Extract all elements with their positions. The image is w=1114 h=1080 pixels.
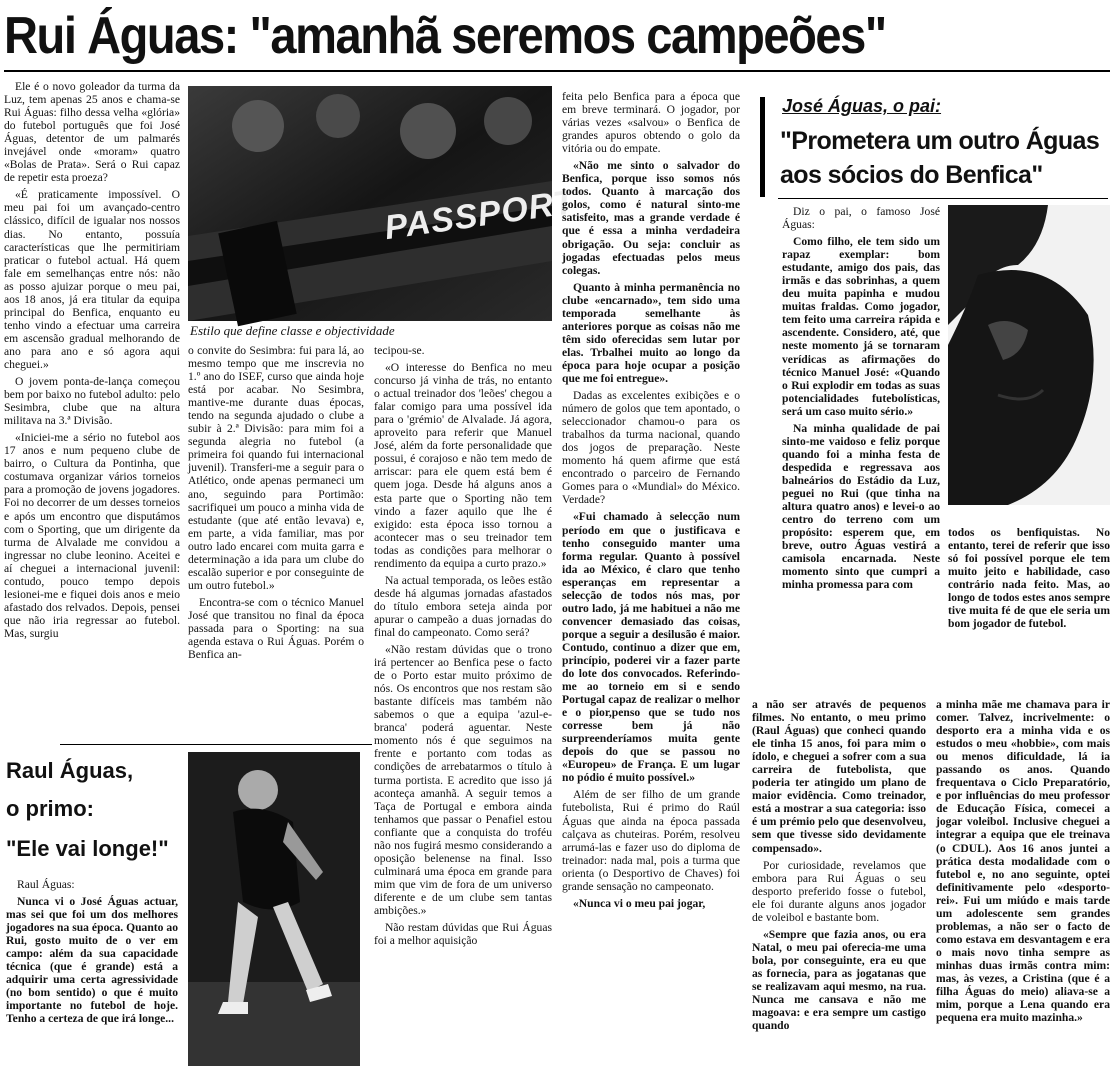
paragraph: O jovem ponta-de-lança começou bem por baixo no futebol adulto: pelo Sesimbra, clube que na altura militava na 3.ª Divisão. (4, 375, 180, 428)
sidebar-jose-text (782, 205, 940, 683)
sidebar-raul-title-3: "Ele vai longe!" (6, 836, 169, 861)
paragraph: tecipou-se. (374, 344, 425, 357)
paragraph: Na minha qualidade de pai sinto-me vaidoso e feliz porque quando foi a minha festa de despedida e regressava aos balneários do Estádio da Luz, peguei no Rui (que tinha na altura quatro anos) e levei-o ao centro do terreno com um propósito: esperem que, em breve, outro Águas vestirá a camisola encarnada. Neste momento sinto que cumpri a minha promessa para com (782, 421, 940, 592)
photo-passport (188, 86, 578, 321)
photo-passport-text: PASSPORT (382, 182, 578, 248)
paragraph: a minha mãe me chamava para ir comer. Talvez, incrivelmente: o desporto era a minha vida e os estudos o meu «hobbie», com mais ou menos dificuldade, lá ia passando os anos. Quando frequentava o Ciclo Preparatório, e por influências do meu professor de Educação Física, comecei a jogar voleibol. Inclusive cheguei a integrar a equipa que ele treinava (o CDUL). Aos 16 anos juntei a prática desta modalidade com o futebol e, no ano seguinte, optei definitivamente pelo «desporto-rei». Fui um miúdo e mais tarde um adolescente sem grandes problemas, a não ser o facto de como estava em desvantagem e era o mais novo tinha sempre as minhas duas irmãs contra mim: mas, às vezes, a Cristina (que é a filha Águas do meio) aliava-se a mim, porque a Lena quando era pequena era muito mazinha.» (936, 698, 1110, 1025)
paragraph: «É praticamente impossível. O meu pai foi um avançado-centro clássico, difícil de igualar nos nossos dias. No entanto, possuía características que lhe permitiriam praticar o futebol actual. Há quem fale em semelhanças entre nós: não as posso ajuizar porque o meu pai, aos 18 anos, já era titular da equipa principal do Benfica, enquanto eu tenho vindo a efectuar uma carreira em ascensão gradual melhorando de ano para ano e só agora aqui cheguei.» (4, 188, 180, 371)
article-column-6 (936, 698, 1110, 1078)
article-column-4 (562, 90, 740, 1076)
paragraph: Nunca vi o José Águas actuar, mas sei que foi um dos melhores jogadores na sua época. Quanto ao Rui, gosto muito de o ver em campo: além da sua capacidade técnica (que é grande) está a adquirir uma certa agressividade (no bom sentido) o que é muito importante no futebol de hoje. Tenho a certeza de que irá longe... (6, 895, 178, 1026)
sidebar-left-bar (760, 97, 765, 197)
headline: Rui Águas: "amanhã seremos campeões" (4, 7, 886, 65)
sidebar-kicker: José Águas, o pai: (782, 96, 942, 116)
paragraph: «Iniciei-me a sério no futebol aos 17 anos e num pequeno clube de bairro, o Cultura da Pontinha, que costumava organizar vários torneios para a promoção de jovens jogadores. Foi no decorrer de um desses torneios e após um encontro que disputámos com o Sporting, que um dirigente da turma de Alvalade me convidou a ingressar no clube leonino. Aceitei e aí cheguei a internacional juvenil: contudo, pouco tempo depois lesionei-me e fiquei dois anos e meio afastado dos relvados. Depois, pensei que não iria regressar ao futebol. Mas, surgiu (4, 431, 180, 640)
article-column-3 (374, 344, 552, 1078)
paragraph: a não ser através de pequenos filmes. No entanto, o meu primo (Raul Águas) que conheci quando ele tinha 15 anos, foi para mim o ídolo, e cheguei a sofrer com a sua carreira de futebolista, que poderia ter atingido um plano de maior evidência. Como treinador, está a mostrar a sua categoria: isso é um prémio pelo que desenvolveu, sem que tivesse sido devidamente compensado». (752, 698, 926, 855)
photo-raul-aguas (188, 752, 360, 1066)
photo-caption: Estilo que define classe e objectividade (190, 323, 395, 338)
paragraph: Ele é o novo goleador da turma da Luz, tem apenas 25 anos e chama-se Rui Águas: filho dessa velha «glória» do futebol português que foi José Águas, detentor de um palmarés invejável onde «moram» quatro «Bolas de Prata». Será o Rui capaz de repetir esta proeza? (4, 80, 180, 185)
paragraph: o convite do Sesimbra: fui para lá, ao mesmo tempo que me inscrevia no 1.º ano do ISEF, curso que ainda hoje está por acabar. No Sesimbra, mantive-me durante duas épocas, tendo na segunda ajudado o clube a subir à 2.ª Divisão: para mim foi a segunda alegria no futebol (a primeira foi quando fui internacional juvenil). Transferi-me a seguir para o Atlético, onde apenas permaneci um ano, seguindo para Portimão: sacrifiquei um pouco a minha vida de estudante (que até então levava) e, em parte, a vida familiar, mas por outro lado encarei com muita garra e determinação a ida para um clube do escalão superior e por conseguinte de um outro futebol.» (188, 344, 364, 592)
sidebar-raul-rule (60, 744, 372, 745)
article-column-1 (4, 80, 180, 742)
paragraph: «Sempre que fazia anos, ou era Natal, o meu pai oferecia-me uma bola, por conseguinte, era eu que as fornecia, para as jogatanas que se realizavam aqui mesmo, na rua. Nunca me cansava e não me magoava: e era sempre um castigo quando (752, 927, 926, 1033)
sidebar-raul-text (6, 878, 178, 1078)
paragraph: Diz o pai, o famoso José Águas: (782, 205, 940, 232)
article-column-5 (752, 698, 926, 1078)
paragraph: todos os benfiquistas. No entanto, terei de referir que isso só foi possível porque ele tem muito jeito e habilidade, caso contrário nada feito. Mas, ao longo de todos estes anos sempre tive muita fé de que ele seria um bom jogador de futebol. (948, 526, 1110, 631)
sidebar-raul-title-2: o primo: (6, 796, 94, 821)
paragraph: «Nunca vi o meu pai jogar, (573, 896, 706, 910)
article-column-2 (188, 344, 364, 746)
paragraph: Não restam dúvidas que Rui Águas foi a melhor aquisição (374, 921, 552, 948)
sidebar-raul-title-1: Raul Águas, (6, 758, 134, 783)
sidebar-jose-continued (948, 526, 1110, 686)
paragraph: «Não restam dúvidas que o trono irá pertencer ao Benfica pese o facto de o Porto estar muito próximo de nós. Os encontros que nos restam são bastante difíceis mas também não sabemos o que a equipa 'azul-e-branca' poderá aguentar. Neste momento nós é que seguimos na frente e portanto com todas as condições de arrebatarmos o título à turma portista. E acredito que isso já aconteça amanhã. A seguir temos a Taça de Portugal e embora ainda tenhamos que passar o Penafiel estou confiante que a conquista do troféu não nos fugirá mesmo considerando a oposição belenense na final. Isso culminará uma época em grande para mim que vim de fora de um universo diferente e de um clube sem tantas ambições.» (374, 643, 552, 917)
paragraph: «Não me sinto o salvador do Benfica, porque isso somos nós todos. Quanto à marcação dos golos, como é natural sinto-me satisfeito, mas a grande verdade é que é essa a minha verdadeira obrigação. Ou seja: concluir as jogadas efectuadas pelos meus colegas. (562, 159, 740, 277)
paragraph: Por curiosidade, revelamos que embora para Rui Águas o seu desporto preferido fosse o futebol, ele foi durante alguns anos jogador de voleibol e bastante bom. (752, 858, 926, 924)
paragraph: Na actual temporada, os leões estão desde há algumas jornadas afastados do título embora seteja ainda por apurar o campeão a duas jornadas do final do campeonato. Como será? (374, 573, 552, 639)
paragraph: Encontra-se com o técnico Manuel José que transitou no final da época passada para o Sporting: na sua agenda estava o Rui Águas. Porém o Benfica an- (188, 595, 364, 662)
paragraph: Dadas as excelentes exibições e o número de golos que tem apontado, o seleccionador chamou-o para os trabalhos da turma nacional, quando dos jogos de preparação. Neste momento há quem afirme que está encontrado o parceiro de Fernando Gomes para o «Mundial» do México. Verdade? (562, 389, 740, 507)
paragraph: feita pelo Benfica para a época que em breve terminará. O jogador, por várias vezes «salvou» o Benfica de grandes apuros obtendo o golo da vitória ou do empate. (562, 90, 740, 156)
sidebar-title: "Prometera um outro Águas aos sócios do Benfica" (780, 127, 1100, 189)
paragraph: Além de ser filho de um grande futebolista, Rui é primo do Raúl Águas que ainda na época passada calçava as chuteiras. Porém, resolveu arrumá-las e fazer uso do diploma de treinador: nada mal, pois a turma que orienta (o Desportivo de Chaves) foi grande sensação no campeonato. (562, 788, 740, 893)
paragraph: Raul Águas: (17, 878, 75, 891)
paragraph: «Fui chamado à selecção num período em que o justificava e tenho conseguido manter uma forma regular. Quanto à possível ida ao México, é claro que tenho esperanças em representar a selecção de todos nós mas, por outro lado, já me habituei a não me convencer demasiado das coisas, porque a seguir a desilusão é maior. Contudo, continuo a dizer que em, princípio, poderei vir a fazer parte do lote dos convocados. Referindo-me ao torneio em si e sendo Portugal capaz de realizar o melhor e o pior,penso que se tudo nos corresse bem já não surpreenderíamos muita gente depois do que se passou no «Europeu» de França. E um lugar no pódio é muito possível.» (562, 510, 740, 785)
photo-raul-aguas-image (188, 752, 360, 1066)
photo-jose-aguas (948, 205, 1110, 505)
photo-jose-aguas-image (948, 205, 1110, 505)
headline-rule (4, 70, 1110, 72)
paragraph: Como filho, ele tem sido um rapaz exemplar: bom estudante, amigo dos pais, das irmãs e das sobrinhas, a quem deu muita papinha e mudou muitas fraldas. Como jogador, tem feito uma carreira rápida e ascendente. Considero, até, que neste momento já se tornaram verídicas as afirmações do técnico Manuel José: «Quando o Rui explodir em todas as suas potencialidades futebolísticas, será um caso muito sério.» (782, 235, 940, 418)
paragraph: «O interesse do Benfica no meu concurso já vinha de trás, no entanto o actual treinador dos 'leões' chegou a falar comigo para uma possível ida para o 'grémio' de Alvalade. Já agora, aproveito para referir que Manuel José, além da forte personalidade que possui, é corajoso e não tem medo de arriscar: para ele quem está bem é quem joga. Desde há alguns anos a esta parte que o Sporting não tem vindo a fazer aquilo que lhe é exigido: esta época isso tornou a acontecer mas o seu treinador tem todas as condições para melhorar o rendimento da equipa a curto prazo.» (374, 361, 552, 570)
sidebar-title-rule (778, 198, 1108, 199)
paragraph: Quanto à minha permanência no clube «encarnado», tem sido uma temporada semelhante às anteriores porque as coisas não me têm sido oferecidas sem lutar por elas. Trbalhei muito ao longo da época para hoje ocupar a posição que me foi entregue». (562, 280, 740, 385)
